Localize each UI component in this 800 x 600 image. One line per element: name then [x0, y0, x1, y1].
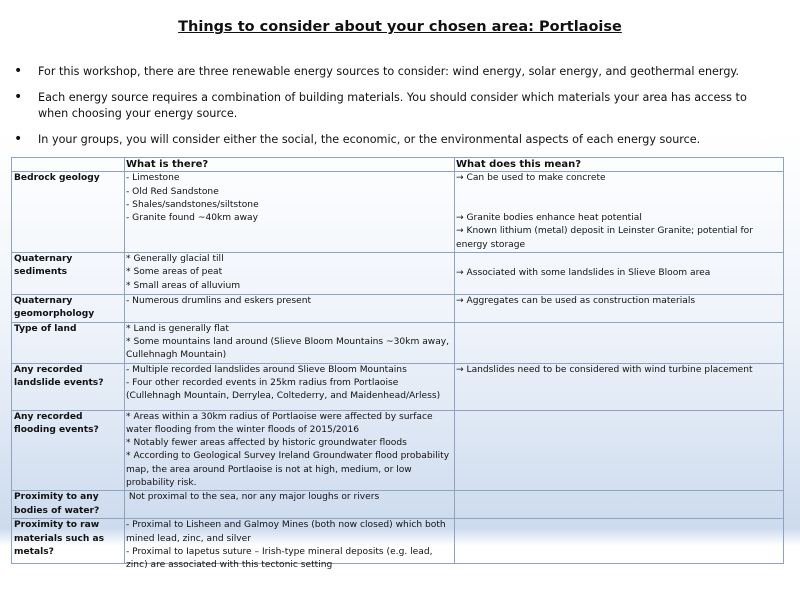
row-label: Any recorded landslide events? — [12, 363, 125, 410]
what-is-there-cell — [125, 253, 455, 295]
cell-line: → Landslides need to be considered with wind turbine placement — [456, 364, 753, 375]
what-is-there-cell — [125, 519, 455, 571]
row-label: Bedrock geology — [12, 172, 125, 253]
what-does-this-mean-cell — [455, 363, 784, 410]
cell-line — [456, 186, 782, 199]
table-row — [12, 253, 784, 295]
what-does-this-mean-cell — [455, 519, 784, 564]
cell-line: Not proximal to the sea, nor any major loughs or rivers — [126, 492, 380, 503]
header-cell — [12, 158, 125, 172]
cell-line: - Four other recorded events in 25km radius from Portlaoise (Cullehnagh Mountain, Derrylea, Coltederry, and Maidenhead/Arless) — [126, 377, 441, 402]
row-label: Any recorded flooding events? — [12, 410, 125, 491]
row-label: Proximity to any bodies of water? — [12, 491, 125, 519]
cell-line — [456, 199, 782, 212]
cell-line: * According to Geological Survey Ireland Groundwater flood probability map, the area around Portlaoise is not at high, medium, or low probability risk. — [126, 451, 450, 489]
cell-line: * Land is generally flat — [126, 323, 229, 334]
table-row — [12, 519, 784, 564]
cell-line: - Multiple recorded landslides around Slieve Bloom Mountains — [126, 364, 407, 375]
cell-line — [456, 253, 782, 266]
what-is-there-cell — [125, 172, 455, 253]
cell-line: → Known lithium (metal) deposit in Leinster Granite; potential for energy storage — [456, 226, 753, 250]
cell-line: → Associated with some landslides in Slieve Bloom area — [456, 268, 711, 279]
bullet-dot-icon: • — [14, 131, 23, 147]
table-row — [12, 295, 784, 323]
what-is-there-cell — [125, 322, 455, 363]
bullet-text: For this workshop, there are three renewable energy sources to consider: wind energy, solar energy, and geothermal energy. — [38, 65, 740, 78]
cell-line: * Notably fewer areas affected by historic groundwater floods — [126, 438, 407, 449]
cell-line: - Granite found ~40km away — [126, 213, 258, 224]
cell-line: - Numerous drumlins and eskers present — [126, 296, 312, 307]
what-is-there-cell — [125, 491, 455, 519]
bullet-item — [14, 90, 774, 122]
cell-line: * Some mountains land around (Slieve Bloom Mountains ~30km away, Cullehnagh Mountain) — [126, 336, 450, 361]
header-cell-what-does-this-mean: What does this mean? — [455, 158, 784, 172]
what-does-this-mean-cell — [455, 172, 784, 253]
what-is-there-cell — [125, 410, 455, 491]
cell-line: * Some areas of peat — [126, 267, 223, 278]
bullet-text: In your groups, you will consider either the social, the economic, or the environmental aspects of each energy source. — [38, 133, 701, 146]
bullet-dot-icon: • — [14, 89, 23, 105]
table-row — [12, 363, 784, 410]
header-cell-what-is-there: What is there? — [125, 158, 455, 172]
bullet-item — [14, 64, 774, 80]
row-label: Quaternary geomorphology — [12, 295, 125, 323]
slide-title: Things to consider about your chosen area: Portlaoise — [178, 19, 622, 35]
what-does-this-mean-cell — [455, 253, 784, 295]
what-does-this-mean-cell — [455, 410, 784, 491]
what-does-this-mean-cell — [455, 295, 784, 323]
table-row — [12, 410, 784, 491]
cell-line: - Proximal to Lisheen and Galmoy Mines (both now closed) which both mined lead, zinc, and silver — [126, 520, 446, 544]
cell-line: - Proximal to Iapetus suture – Irish-type mineral deposits (e.g. lead, zinc) are associated with this tectonic setting — [126, 546, 433, 571]
cell-line: - Shales/sandstones/siltstone — [126, 199, 259, 210]
what-is-there-cell — [125, 363, 455, 410]
bullet-list — [14, 64, 774, 158]
what-does-this-mean-cell — [455, 491, 784, 519]
cell-line: - Limestone — [126, 173, 180, 184]
cell-line: → Can be used to make concrete — [456, 173, 606, 184]
bullet-item — [14, 132, 774, 148]
cell-line: * Small areas of alluvium — [126, 280, 241, 291]
what-is-there-cell — [125, 295, 455, 323]
row-label: Proximity to raw materials such as metals? — [12, 519, 125, 564]
bullet-dot-icon: • — [14, 63, 23, 79]
row-label: Quaternary sediments — [12, 253, 125, 295]
what-does-this-mean-cell — [455, 322, 784, 363]
area-considerations-table — [11, 157, 784, 571]
cell-line: → Granite bodies enhance heat potential — [456, 213, 642, 224]
row-label: Type of land — [12, 322, 125, 363]
cell-line: * Areas within a 30km radius of Portlaoise were affected by surface water flooding from the winter floods of 2015/2016 — [126, 411, 433, 435]
table-header-row — [12, 158, 784, 172]
table-row — [12, 322, 784, 363]
cell-line: → Aggregates can be used as construction materials — [456, 296, 696, 307]
table-row — [12, 491, 784, 519]
bullet-text: Each energy source requires a combination of building materials. You should consider which materials your area has access to when choosing your energy source. — [38, 91, 747, 120]
cell-line: * Generally glacial till — [126, 254, 224, 265]
cell-line: - Old Red Sandstone — [126, 186, 219, 197]
table-row — [12, 172, 784, 253]
